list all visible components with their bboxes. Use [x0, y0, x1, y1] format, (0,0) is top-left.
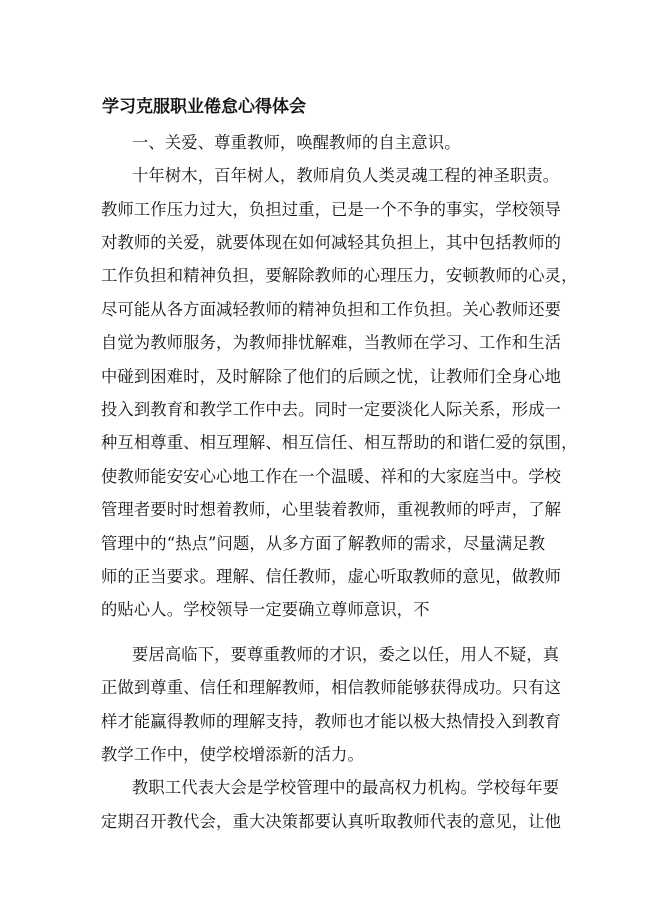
paragraph-line: 定期召开教代会，重大决策都要认真听取教师代表的意见，让他: [101, 812, 562, 831]
section-heading: 一、关爱、尊重教师，唤醒教师的自主意识。: [132, 133, 461, 152]
paragraph-line: 投入到教育和教学工作中去。同时一定要淡化人际关系，形成一: [101, 400, 562, 419]
paragraph-line: 工作负担和精神负担，要解除教师的心理压力，安顿教师的心灵，: [101, 266, 578, 285]
paragraph-line: 教师工作压力过大，负担过重，已是一个不争的事实，学校领导: [101, 200, 562, 219]
paragraph-line: 自觉为教师服务，为教师排忧解难，当教师在学习、工作和生活: [101, 333, 562, 352]
paragraph-line: 要居高临下，要尊重教师的才识，委之以任，用人不疑，真: [132, 645, 560, 664]
paragraph-line: 正做到尊重、信任和理解教师，相信教师能够获得成功。只有这: [101, 678, 562, 697]
paragraph-line: 使教师能安安心心地工作在一个温暖、祥和的大家庭当中。学校: [101, 467, 562, 486]
paragraph-line: 尽可能从各方面减轻教师的精神负担和工作负担。关心教师还要: [101, 300, 562, 319]
paragraph-line: 教职工代表大会是学校管理中的最高权力机构。学校每年要: [132, 778, 560, 797]
paragraph-line: 中碰到困难时，及时解除了他们的后顾之忧，让教师们全身心地: [101, 367, 562, 386]
paragraph-line: 样才能赢得教师的理解支持，教师也才能以极大热情投入到教育: [101, 712, 562, 731]
paragraph-line: 种互相尊重、相互理解、相互信任、相互帮助的和谐仁爱的氛围，: [101, 433, 578, 452]
paragraph-line: 的贴心人。学校领导一定要确立尊师意识，不: [101, 600, 430, 619]
paragraph-line: 教学工作中，使学校增添新的活力。: [101, 745, 364, 764]
paragraph-line: 对教师的关爱，就要体现在如何减轻其负担上，其中包括教师的: [101, 233, 562, 252]
paragraph-line: 十年树木，百年树人，教师肩负人类灵魂工程的神圣职责。: [132, 166, 560, 185]
paragraph-line: 管理中的“热点”问题，从多方面了解教师的需求，尽量满足教: [101, 534, 546, 553]
paragraph-line: 师的正当要求。理解、信任教师，虚心听取教师的意见，做教师: [101, 567, 562, 586]
paragraph-line: 管理者要时时想着教师，心里装着教师，重视教师的呼声，了解: [101, 500, 562, 519]
document-title: 学习克服职业倦怠心得体会: [102, 97, 306, 117]
